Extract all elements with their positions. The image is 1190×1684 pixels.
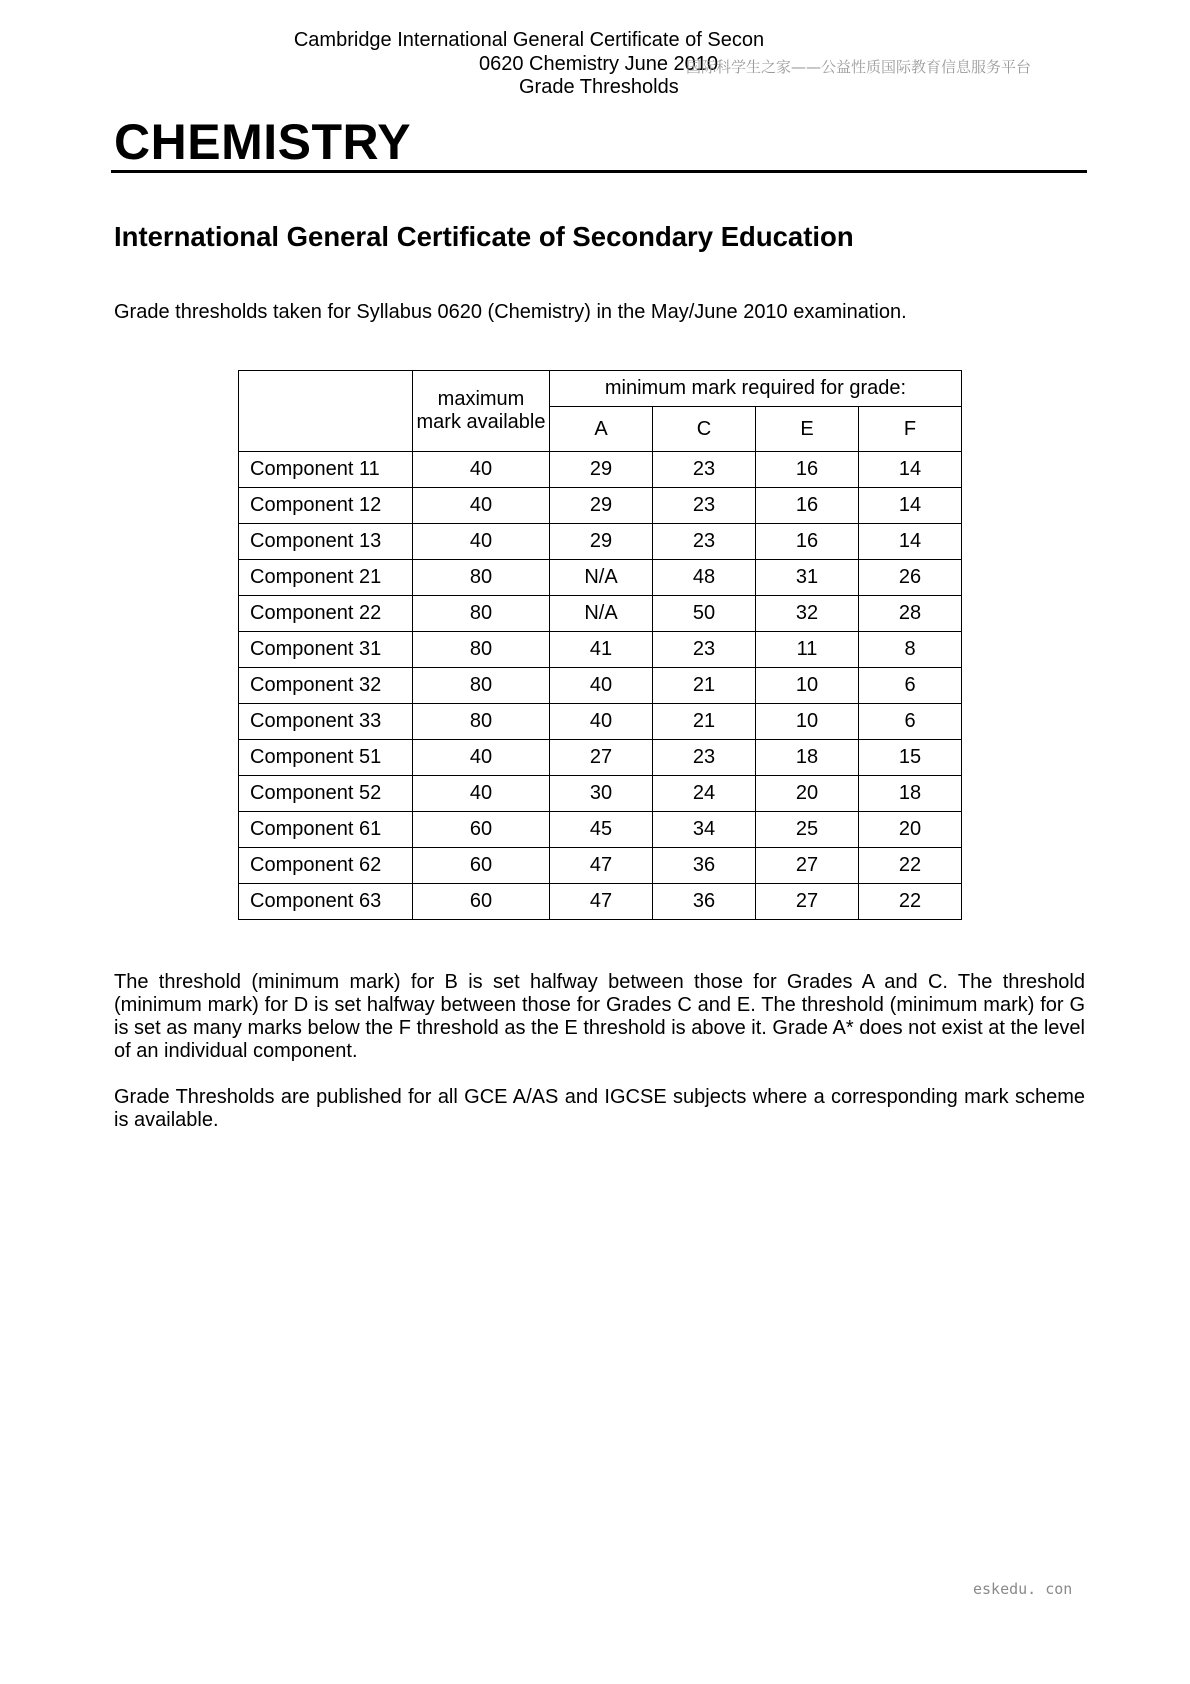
grade-e-mark: 10: [756, 704, 859, 740]
grade-c-mark: 21: [653, 704, 756, 740]
grade-a-mark: 27: [550, 740, 653, 776]
grade-a-mark: 45: [550, 812, 653, 848]
grade-a-mark: N/A: [550, 560, 653, 596]
grade-e-mark: 27: [756, 884, 859, 920]
table-row: [239, 812, 962, 848]
grade-f-mark: 8: [859, 632, 962, 668]
header-line-2: 0620 Chemistry June 2010: [479, 53, 719, 75]
max-mark: 60: [413, 812, 550, 848]
table-row: [239, 452, 962, 488]
max-mark: 60: [413, 848, 550, 884]
grade-c-mark: 36: [653, 848, 756, 884]
table-corner-cell: [239, 371, 413, 452]
component-name: Component 32: [239, 668, 413, 704]
grade-header-a: A: [550, 407, 653, 452]
page-subtitle: International General Certificate of Secondary Education: [114, 221, 854, 252]
max-mark: 40: [413, 740, 550, 776]
grade-f-mark: 28: [859, 596, 962, 632]
max-mark: 40: [413, 524, 550, 560]
table-row: [239, 632, 962, 668]
component-name: Component 52: [239, 776, 413, 812]
max-mark: 80: [413, 560, 550, 596]
grade-e-mark: 31: [756, 560, 859, 596]
grade-e-mark: 27: [756, 848, 859, 884]
grade-e-mark: 25: [756, 812, 859, 848]
grade-e-mark: 20: [756, 776, 859, 812]
footer-site-mark: eskedu. con: [973, 1580, 1073, 1598]
grade-c-mark: 23: [653, 632, 756, 668]
grade-a-mark: 30: [550, 776, 653, 812]
grade-f-mark: 14: [859, 452, 962, 488]
grade-c-mark: 24: [653, 776, 756, 812]
max-mark-header: maximum mark available: [413, 371, 550, 452]
table-row: [239, 596, 962, 632]
grade-f-mark: 6: [859, 704, 962, 740]
grade-threshold-table: [238, 370, 962, 920]
grade-a-mark: N/A: [550, 596, 653, 632]
max-mark: 40: [413, 776, 550, 812]
table-row: [239, 776, 962, 812]
table-row: [239, 524, 962, 560]
threshold-explanation-paragraph: The threshold (minimum mark) for B is set halfway between those for Grades A and C. The threshold (minimum mark) for D is set halfway between those for Grades C and E. The threshold (minimum mark) for G is set as many marks below the F threshold as the E threshold is above it. Grade A* does not exist at the level of an individual component.: [114, 971, 1085, 1062]
grade-f-mark: 6: [859, 668, 962, 704]
component-name: Component 12: [239, 488, 413, 524]
max-mark: 40: [413, 488, 550, 524]
grade-c-mark: 23: [653, 488, 756, 524]
intro-text: Grade thresholds taken for Syllabus 0620 (Chemistry) in the May/June 2010 examination.: [114, 301, 907, 323]
header-watermark: 国际科学生之家——公益性质国际教育信息服务平台: [686, 58, 1032, 76]
grade-e-mark: 32: [756, 596, 859, 632]
component-name: Component 22: [239, 596, 413, 632]
component-name: Component 63: [239, 884, 413, 920]
grade-c-mark: 21: [653, 668, 756, 704]
grade-header-c: C: [653, 407, 756, 452]
table-row: [239, 884, 962, 920]
max-mark: 60: [413, 884, 550, 920]
grade-a-mark: 29: [550, 524, 653, 560]
max-mark: 80: [413, 668, 550, 704]
component-name: Component 11: [239, 452, 413, 488]
grade-e-mark: 16: [756, 488, 859, 524]
grade-header-e: E: [756, 407, 859, 452]
table-row: [239, 704, 962, 740]
page-title: CHEMISTRY: [114, 114, 412, 170]
max-mark: 80: [413, 596, 550, 632]
grade-f-mark: 14: [859, 524, 962, 560]
max-mark: 40: [413, 452, 550, 488]
grade-c-mark: 23: [653, 740, 756, 776]
grade-c-mark: 23: [653, 524, 756, 560]
grade-e-mark: 11: [756, 632, 859, 668]
grade-a-mark: 29: [550, 452, 653, 488]
component-name: Component 13: [239, 524, 413, 560]
grade-e-mark: 16: [756, 524, 859, 560]
grade-c-mark: 34: [653, 812, 756, 848]
grade-a-mark: 47: [550, 884, 653, 920]
grade-header-f: F: [859, 407, 962, 452]
component-name: Component 21: [239, 560, 413, 596]
publication-note-paragraph: Grade Thresholds are published for all GCE A/AS and IGCSE subjects where a corresponding mark scheme is available.: [114, 1086, 1085, 1131]
header-line-3: Grade Thresholds: [519, 76, 679, 98]
grade-c-mark: 50: [653, 596, 756, 632]
header-line-1: [0, 28, 1190, 52]
grade-a-mark: 40: [550, 668, 653, 704]
grade-f-mark: 22: [859, 848, 962, 884]
table-body: [239, 452, 962, 920]
grade-f-mark: 22: [859, 884, 962, 920]
grade-f-mark: 20: [859, 812, 962, 848]
table-row: [239, 488, 962, 524]
component-name: Component 61: [239, 812, 413, 848]
grade-e-mark: 16: [756, 452, 859, 488]
table-row: [239, 560, 962, 596]
grade-e-mark: 10: [756, 668, 859, 704]
grade-f-mark: 15: [859, 740, 962, 776]
max-mark: 80: [413, 632, 550, 668]
grade-c-mark: 36: [653, 884, 756, 920]
table-row: [239, 848, 962, 884]
grade-a-mark: 41: [550, 632, 653, 668]
min-mark-header: minimum mark required for grade:: [550, 371, 962, 407]
component-name: Component 51: [239, 740, 413, 776]
table-row: [239, 668, 962, 704]
grade-f-mark: 26: [859, 560, 962, 596]
grade-f-mark: 18: [859, 776, 962, 812]
header-line-1-text: Cambridge International General Certificate of Secon: [293, 29, 765, 51]
grade-c-mark: 48: [653, 560, 756, 596]
grade-a-mark: 40: [550, 704, 653, 740]
component-name: Component 33: [239, 704, 413, 740]
grade-a-mark: 29: [550, 488, 653, 524]
title-divider: [111, 170, 1087, 173]
table-row: [239, 740, 962, 776]
grade-c-mark: 23: [653, 452, 756, 488]
max-mark: 80: [413, 704, 550, 740]
grade-f-mark: 14: [859, 488, 962, 524]
grade-e-mark: 18: [756, 740, 859, 776]
grade-a-mark: 47: [550, 848, 653, 884]
component-name: Component 62: [239, 848, 413, 884]
component-name: Component 31: [239, 632, 413, 668]
